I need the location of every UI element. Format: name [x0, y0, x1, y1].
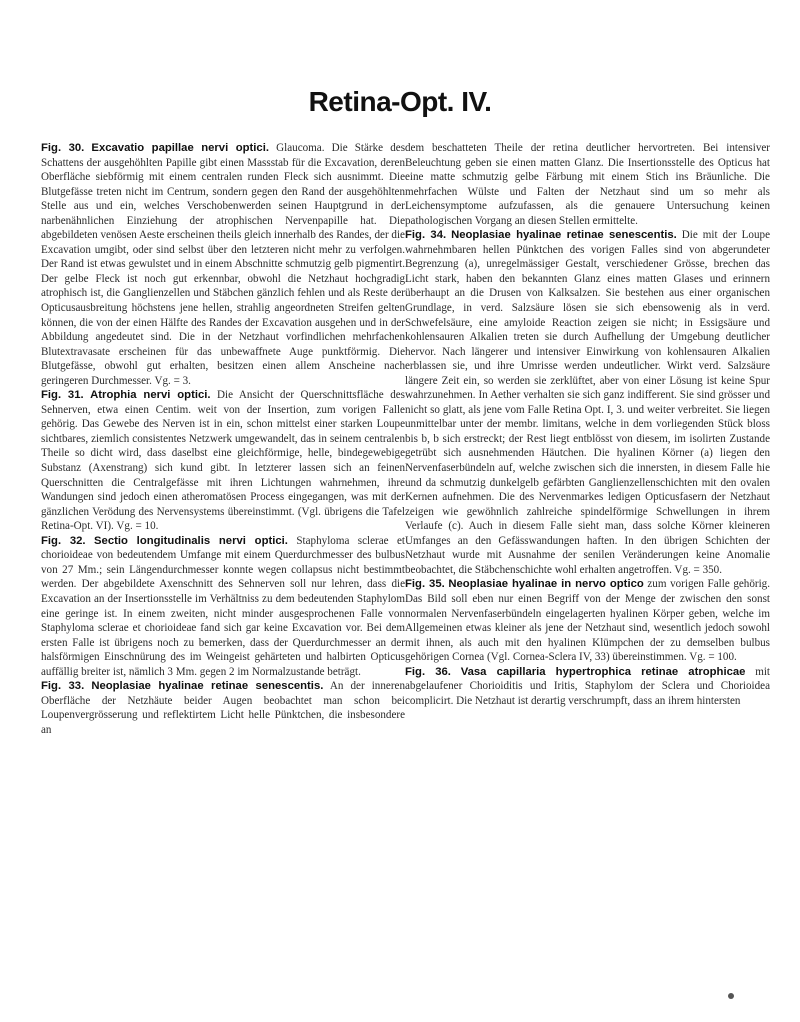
figure-title: Atrophia nervi optici.: [90, 389, 211, 402]
figure-label: Fig. 34.: [405, 229, 447, 242]
entry-fig-35: [405, 577, 770, 664]
right-column: [405, 141, 770, 708]
figure-title: Neoplasiae hyalinae retinae senescentis.: [91, 680, 324, 693]
entry-fig-33: [41, 679, 405, 737]
figure-title: Excavatio papillae nervi optici.: [91, 142, 269, 154]
figure-label: Fig. 31.: [41, 389, 84, 402]
figure-description-head: An der inneren Oberfläche der Netzhäute beider Augen beobachtet man schon bei Loupenvergrösserung und reflektirtem Licht helle Pünktchen, die insbesondere an: [41, 680, 405, 736]
figure-description-tail: dem beschatteten Theile der retina deutlicher hervortreten. Bei intensiver Beleuchtung geben sie einen matten Glanz. Die Insertionsstelle des Opticus hat eine matte schmutzig gelbe Färbung mit einem Stich ins Bräunliche. Die mehrfachen Wülste und Falten der Netzhaut sind um so mehr als Leichensymptome aufzufassen, als die genauere Untersuchung keinen pathologischen Vorgang an diesen Stellen ermittelte.: [405, 142, 770, 227]
figure-description: Die Ansicht der Querschnittsfläche des Sehnerven, etwa einen Centim. weit von der Insertion, zum vorigen Falle gehörig. Das Gewebe des Nerven ist in ein, schon mittelst einer starken Loupe sichtbares, ziemlich consistentes Netzwerk umgewandelt, das in seinem centralen Theile so dicht wird, dass daselbst eine gleichförmige, helle, bindegewebige Substanz (Axenstrang) sich kund gibt. In letzterer lassen sich an feinen Querschnitten die Centralgefässe mit ihren Lichtungen wahrnehmen, ihre Wandungen sind jedoch einen atheromatösen Process eingegangen, was mit der gänzlichen Verödung des Nervensystems übereinstimmt. (Vgl. übrigens die Tafel Retina-Opt. VI). Vg. = 10.: [41, 389, 405, 533]
figure-label: Fig. 32.: [41, 534, 86, 547]
entry-fig-30: [41, 141, 405, 388]
ink-spot: [728, 993, 734, 999]
entry-fig-34: [405, 228, 770, 577]
figure-title: Vasa capillaria hypertrophica retinae atrophicae: [460, 665, 746, 678]
figure-description: mit abgelaufener Chorioiditis und Iritis, Staphylom der Sclera und Chorioidea complicirt. Die Netzhaut ist derartig verschrumpft, dass an ihrem hintersten: [405, 665, 770, 707]
figure-label: Fig. 30.: [41, 142, 85, 154]
entry-fig-32: [41, 534, 405, 679]
figure-description: Glaucoma. Die Stärke des Schattens der ausgehöhlten Papille gibt einen Massstab für die Excavation, deren Oberfläche siebförmig mit einem centralen runden Fleck sich ausnimmt. Die Blutgefässe treten nicht im Centrum, sondern gegen den Rand der ausgehöhlten Stelle aus und ein, welches Verschobenwerden seinen Hauptgrund in der narbenähnlichen Einziehung der atrophischen Nervenpapille hat. Die abgebildeten venösen Aeste erscheinen theils gleich innerhalb des Randes, der die Excavation umgibt, oder sind selbst über den letzteren nicht mehr zu verfolgen. Der Rand ist etwas gewulstet und in einem Abschnitte schmutzig gelb pigmentirt. Der gelbe Fleck ist noch gut erkennbar, obwohl die Netzhaut hochgradig atrophisch ist, die Ganglienzellen und Stäbchen gänzlich fehlen und als Reste der Opticusausbreitung höchstens jene hellen, strahlig angeordneten Streifen gelten können, die von der einen Hälfte des Randes der Excavation ausgehen und in der Abbildung angedeutet sind. Die in der Netzhaut vorfindlichen mehrfachen Blutextravasate erscheinen für das unbewaffnete Auge punktförmig. Die Blutgefässe, obwohl gut erhalten, besitzen einen allem Anscheine nach geringeren Durchmesser. Vg. = 3.: [41, 142, 406, 387]
figure-description: zum vorigen Falle gehörig. Das Bild soll eben nur einen Begriff von der Menge der zwischen den sonst normalen Nervenfaserbündeln eingelagerten hyalinen Körper geben, welche im Allgemeinen etwas kleiner als jene der Netzhaut sind, wesentlich jedoch sowohl mit ihnen, als auch mit den hyalinen Klümpchen der zu demselben bulbus gehörigen Cornea (Vgl. Cornea-Sclera IV, 33) übereinstimmen. Vg. = 100.: [405, 578, 771, 664]
page-title: Retina-Opt. IV.: [308, 86, 492, 117]
figure-title: Sectio longitudinalis nervi optici.: [94, 534, 288, 547]
figure-label: Fig. 35.: [405, 578, 445, 591]
figure-title: Neoplasiae hyalinae in nervo optico: [448, 578, 644, 591]
entry-fig-36: [405, 665, 770, 709]
figure-label: Fig. 33.: [41, 680, 85, 693]
figure-description: Staphyloma sclerae et chorioideae von bedeutendem Umfange mit einem Querdurchmesser des bulbus von 27 Mm.; sein Längendurchmesser konnte wegen collapsus nicht bestimmt werden. Der abgebildete Axenschnitt des Sehnerven soll nur lehren, dass die Excavation an der Insertionsstelle im Verhältniss zu dem bedeutenden Staphylom eine geringe ist. In einem zweiten, nicht minder ausgesprochenen Falle von Staphyloma sclerae et chorioideae fand sich gar keine Excavation vor. Bei dem ersten Falle ist übrigens noch zu bemerken, dass der Querdurchmesser an der halsförmigen Einschnürung des im Weingeist gehärteten und halbirten Opticus auffällig breiter ist, nämlich 3 Mm. gegen 2 im Normalzustande beträgt.: [41, 534, 406, 678]
entry-fig-33-continued: [405, 141, 770, 228]
left-column: [41, 141, 405, 737]
figure-description: Die mit der Loupe wahrnehmbaren hellen Pünktchen des vorigen Falles sind von abgerundeter Begrenzung (a), unregelmässiger Gestalt, verschiedener Grösse, brechen das Licht stark, haben den bekannten Glanz eines matten Glases und erinnern überhaupt an die Drusen von Kalksalzen. Sie bestehen aus einer organischen Grundlage, in verd. Salzsäure lösen sie sich ebensowenig als in verd. Schwefelsäure, eine amyloide Reaction zeigen sie nicht; in Essigsäure und kohlensauren Alkalien treten sie durch Aufhellung der Umgebung deutlicher hervor. Nach längerer und intensiver Einwirkung von kohlensauren Alkalien erblassen sie, und ihre Umrisse werden undeutlicher. Wirkt verd. Salzsäure längere Zeit ein, so werden sie zerklüftet, aber von einer Lösung ist keine Spur wahrzunehmen. In Aether verhalten sie sich ganz indifferent. Sie sind grösser und nicht so glatt, als jene vom Falle Retina Opt. I, 3. und weiter verbreitet. Sie liegen unmittelbar unter der membr. limitans, welche in dem vorliegenden Stück bloss bis b, b sich erstreckt; der Rest liegt entblösst von diesem, im isolirten Zustande getrübt sich ausnehmenden Häutchen. Die hyalinen Körner (a) liegen den Nervenfaserbündeln auf, welche zwischen sich die innersten, in diesem Falle hie und da schmutzig dunkelgelb gefärbten Ganglienzellenschichten mit den ovalen Kernen aufnehmen. Die des Nervenmarkes ledigen Opticusfasern der Netzhaut zeigen wie gewöhnlich zahlreiche spindelförmige Schwellungen in ihrem Verlaufe (c). Auch in diesem Falle sieht man, dass solche Körner kleineren Umfanges an den Gefässwandungen haften. In den übrigen Schichten der Netzhaut wurde mit Ausnahme der senilen Veränderungen keine Anomalie beobachtet, die Stäbchenschichte wohl erhalten angetroffen. Vg. = 350.: [405, 229, 770, 576]
figure-title: Neoplasiae hyalinae retinae senescentis.: [451, 229, 677, 242]
figure-label: Fig. 36.: [405, 665, 451, 678]
entry-fig-31: [41, 388, 405, 533]
